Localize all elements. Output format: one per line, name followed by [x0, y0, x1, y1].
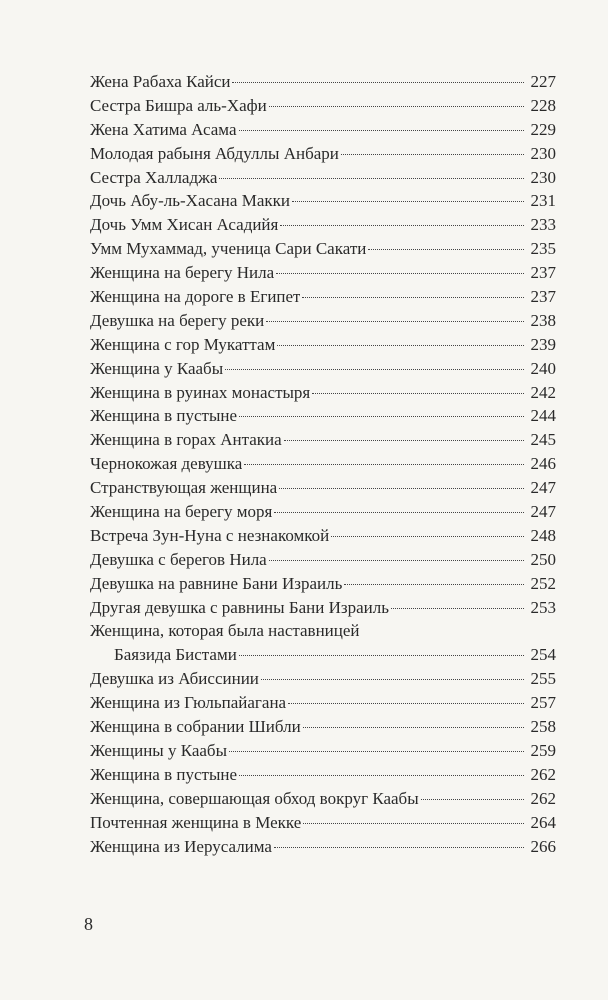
toc-entry	[90, 811, 556, 835]
toc-entry-page: 248	[530, 525, 556, 545]
dot-leader	[274, 512, 524, 513]
toc-entry	[90, 213, 556, 237]
toc-entry-title: Женщина в пустыне	[90, 764, 238, 784]
toc-entry	[90, 667, 556, 691]
toc-entry-title: Молодая рабыня Абдуллы Анбари	[90, 143, 339, 163]
toc-entry	[90, 476, 556, 500]
toc-entry-page: 247	[530, 478, 556, 498]
dot-leader	[232, 82, 524, 83]
dot-leader	[302, 297, 524, 298]
toc-entry	[90, 237, 556, 261]
toc-entry-page: 250	[530, 549, 556, 569]
toc-entry	[90, 763, 556, 787]
toc-entry-page: 237	[530, 263, 556, 283]
toc-entry-page: 230	[530, 143, 556, 163]
dot-leader	[312, 393, 524, 394]
dot-leader	[276, 273, 524, 274]
toc-entry	[90, 70, 556, 94]
table-of-contents	[90, 70, 556, 858]
dot-leader	[331, 536, 524, 537]
toc-entry-page: 237	[530, 287, 556, 307]
toc-entry	[90, 500, 556, 524]
toc-entry-page: 235	[530, 239, 556, 259]
toc-entry-title: Сестра Бишра аль-Хафи	[90, 95, 267, 115]
toc-entry	[90, 572, 556, 596]
toc-entry	[90, 428, 556, 452]
toc-entry-page: 262	[530, 764, 556, 784]
toc-entry-title: Женщина в пустыне	[90, 406, 238, 426]
toc-entry-page: 227	[530, 72, 556, 91]
toc-entry-page: 240	[530, 358, 556, 378]
dot-leader	[277, 345, 524, 346]
toc-entry-page: 233	[530, 215, 556, 235]
toc-entry-page: 238	[530, 310, 556, 330]
toc-entry	[90, 94, 556, 118]
toc-entry-title: Странствующая женщина	[90, 478, 278, 498]
toc-entry	[90, 524, 556, 548]
dot-leader	[303, 727, 524, 728]
toc-entry	[90, 118, 556, 142]
dot-leader	[219, 178, 524, 179]
toc-entry-page: 252	[530, 573, 556, 593]
toc-entry-page: 231	[530, 191, 556, 211]
toc-entry-page: 247	[530, 502, 556, 522]
toc-entry-title: Женщина в руинах монастыря	[90, 382, 311, 402]
dot-leader	[239, 130, 525, 131]
toc-entry-page: 262	[530, 788, 556, 808]
toc-entry-title: Почтенная женщина в Мекке	[90, 812, 302, 832]
toc-entry-title: Чернокожая девушка	[90, 454, 243, 474]
toc-entry-page: 255	[530, 669, 556, 689]
toc-entry-title: Жена Хатима Асама	[90, 119, 237, 139]
toc-entry	[90, 715, 556, 739]
toc-entry-title: Девушка на берегу реки	[90, 310, 265, 330]
toc-entry-title: Женщина на берегу Нила	[90, 263, 275, 283]
toc-entry-page: 242	[530, 382, 556, 402]
toc-entry	[90, 285, 556, 309]
dot-leader	[239, 416, 524, 417]
toc-entry-title: Умм Мухаммад, ученица Сари Сакати	[90, 239, 367, 259]
toc-entry-title: Женщина, совершающая обход вокруг Каабы	[90, 788, 419, 808]
toc-entry-continuation	[90, 643, 556, 667]
toc-entry	[90, 261, 556, 285]
dot-leader	[280, 225, 524, 226]
toc-entry-title: Жена Рабаха Кайси	[90, 72, 231, 91]
toc-entry-title: Женщина на берегу моря	[90, 502, 273, 522]
dot-leader	[303, 823, 524, 824]
dot-leader	[229, 751, 524, 752]
dot-leader	[421, 799, 524, 800]
dot-leader	[269, 106, 524, 107]
dot-leader	[344, 584, 524, 585]
toc-entry-title: Девушка с берегов Нила	[90, 549, 267, 569]
toc-entry-page: 230	[530, 167, 556, 187]
dot-leader	[391, 608, 524, 609]
toc-entry-page: 254	[530, 645, 556, 665]
dot-leader	[225, 369, 524, 370]
toc-entry-title: Девушка из Абиссинии	[90, 669, 259, 689]
dot-leader	[239, 775, 524, 776]
toc-entry-title: Баязида Бистами	[114, 645, 237, 665]
toc-entry-page: 229	[530, 119, 556, 139]
toc-entry	[90, 691, 556, 715]
toc-entry-page: 246	[530, 454, 556, 474]
toc-entry	[90, 142, 556, 166]
toc-entry-title: Женщина из Иерусалима	[90, 836, 272, 856]
toc-entry-title: Женщина в горах Антакиа	[90, 430, 282, 450]
toc-entry-title: Другая девушка с равнины Бани Израиль	[90, 597, 389, 617]
toc-entry-title: Женщины у Каабы	[90, 740, 227, 760]
toc-entry-title: Женщина на дороге в Египет	[90, 287, 301, 307]
toc-entry-title: Женщина с гор Мукаттам	[90, 334, 276, 354]
dot-leader	[368, 249, 524, 250]
toc-entry-page: 264	[530, 812, 556, 832]
toc-entry-page: 239	[530, 334, 556, 354]
toc-entry	[90, 404, 556, 428]
toc-entry-title: Женщина из Гюльпайагана	[90, 693, 287, 713]
toc-entry-title: Женщина у Каабы	[90, 358, 224, 378]
toc-entry-title: Дочь Абу-ль-Хасана Макки	[90, 191, 290, 211]
page-number: 8	[84, 914, 93, 934]
dot-leader	[244, 464, 524, 465]
toc-entry	[90, 452, 556, 476]
toc-entry-title: Женщина в собрании Шибли	[90, 717, 301, 737]
toc-entry-page: 245	[530, 430, 556, 450]
toc-entry	[90, 619, 556, 643]
dot-leader	[284, 440, 524, 441]
dot-leader	[288, 703, 524, 704]
toc-entry-title: Женщина, которая была наставницей	[90, 621, 360, 641]
toc-entry-title: Дочь Умм Хисан Асадийя	[90, 215, 279, 235]
toc-entry-page: 244	[530, 406, 556, 426]
toc-entry	[90, 548, 556, 572]
toc-entry	[90, 166, 556, 190]
dot-leader	[292, 201, 524, 202]
toc-entry-page: 253	[530, 597, 556, 617]
toc-entry-page: 259	[530, 740, 556, 760]
toc-entry	[90, 739, 556, 763]
dot-leader	[274, 847, 524, 848]
toc-entry-title: Девушка на равнине Бани Израиль	[90, 573, 343, 593]
toc-entry	[90, 189, 556, 213]
toc-entry	[90, 309, 556, 333]
toc-entry-page: 257	[530, 693, 556, 713]
dot-leader	[239, 655, 524, 656]
toc-entry-title: Сестра Халладжа	[90, 167, 218, 187]
toc-entry-page: 258	[530, 717, 556, 737]
toc-entry	[90, 333, 556, 357]
dot-leader	[261, 679, 524, 680]
toc-entry	[90, 596, 556, 620]
dot-leader	[266, 321, 524, 322]
toc-entry	[90, 835, 556, 859]
dot-leader	[279, 488, 524, 489]
dot-leader	[269, 560, 524, 561]
toc-entry	[90, 357, 556, 381]
toc-entry-page: 266	[530, 836, 556, 856]
dot-leader	[341, 154, 524, 155]
toc-entry	[90, 787, 556, 811]
toc-entry-title: Встреча Зун-Нуна с незнакомкой	[90, 525, 330, 545]
toc-entry-page: 228	[530, 95, 556, 115]
toc-entry	[90, 381, 556, 405]
